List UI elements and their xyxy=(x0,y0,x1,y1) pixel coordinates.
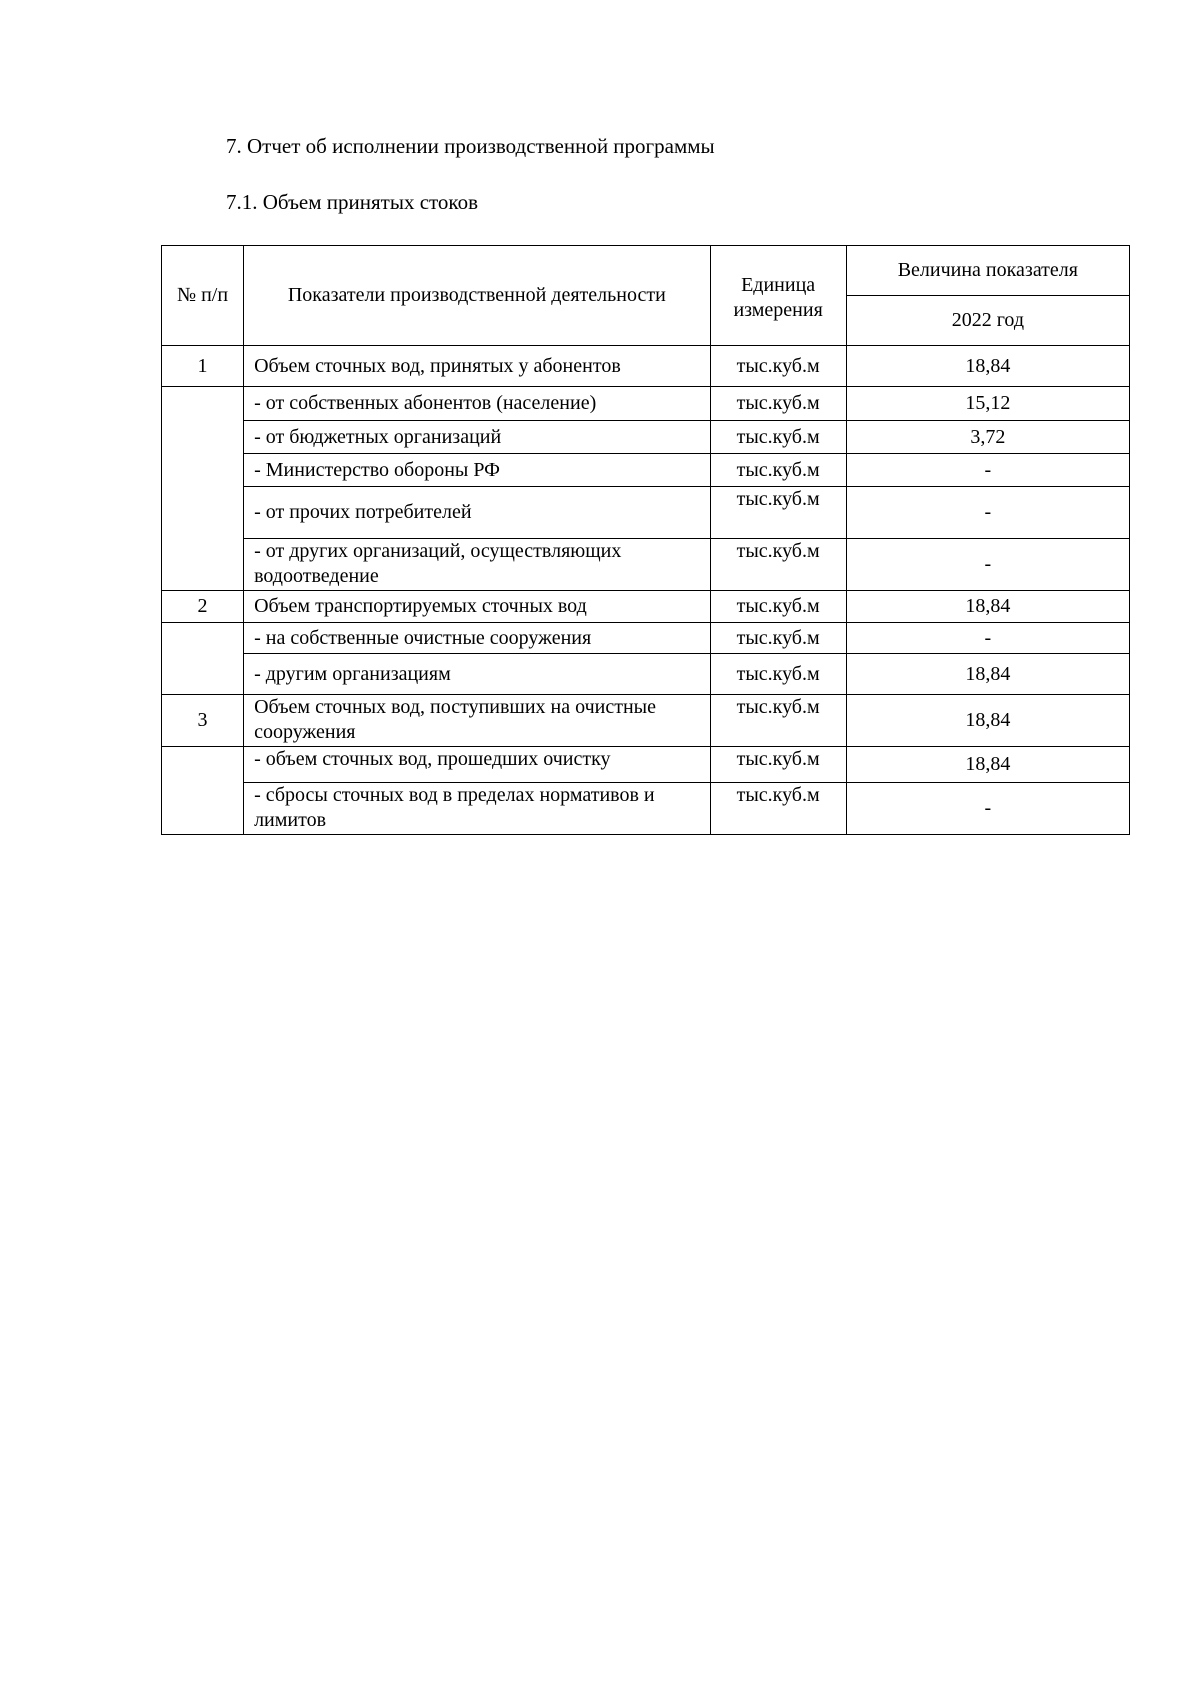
row-number: 3 xyxy=(162,695,244,747)
table-header-row xyxy=(162,246,1130,296)
row-unit: тыс.куб.м xyxy=(710,654,846,695)
row-unit: тыс.куб.м xyxy=(710,783,846,835)
table-row xyxy=(162,454,1130,487)
row-value: - xyxy=(846,623,1129,654)
table-row xyxy=(162,539,1130,591)
row-unit: тыс.куб.м xyxy=(710,454,846,487)
subsection-heading: 7.1. Объем принятых стоков xyxy=(226,190,478,214)
row-unit: тыс.куб.м xyxy=(710,387,846,421)
row-value: 15,12 xyxy=(846,387,1129,421)
row-value: 18,84 xyxy=(846,695,1129,747)
header-year: 2022 год xyxy=(846,296,1129,346)
table-row xyxy=(162,591,1130,623)
table-row xyxy=(162,487,1130,539)
table-row xyxy=(162,623,1130,654)
row-number xyxy=(162,747,244,835)
row-indicator: - от других организаций, осуществляющих водоотведение xyxy=(244,539,710,591)
row-indicator: Объем сточных вод, принятых у абонентов xyxy=(244,346,710,387)
row-indicator: - Министерство обороны РФ xyxy=(244,454,710,487)
row-value: 18,84 xyxy=(846,654,1129,695)
row-indicator: Объем сточных вод, поступивших на очистные сооружения xyxy=(244,695,710,747)
row-indicator: - объем сточных вод, прошедших очистку xyxy=(244,747,710,783)
row-value: - xyxy=(846,487,1129,539)
indicators-table xyxy=(161,245,1130,835)
row-unit: тыс.куб.м xyxy=(710,591,846,623)
table-row xyxy=(162,654,1130,695)
row-unit: тыс.куб.м xyxy=(710,695,846,747)
row-unit: тыс.куб.м xyxy=(710,623,846,654)
row-indicator: - на собственные очистные сооружения xyxy=(244,623,710,654)
row-indicator: Объем транспортируемых сточных вод xyxy=(244,591,710,623)
row-unit: тыс.куб.м xyxy=(710,421,846,454)
section-heading: 7. Отчет об исполнении производственной программы xyxy=(226,134,715,158)
row-value: 18,84 xyxy=(846,747,1129,783)
row-value: 18,84 xyxy=(846,346,1129,387)
row-indicator: - другим организациям xyxy=(244,654,710,695)
row-value: - xyxy=(846,783,1129,835)
table-row xyxy=(162,747,1130,783)
row-value: 18,84 xyxy=(846,591,1129,623)
row-number xyxy=(162,387,244,591)
row-number: 2 xyxy=(162,591,244,623)
row-indicator: - от прочих потребителей xyxy=(244,487,710,539)
row-indicator: - от бюджетных организаций xyxy=(244,421,710,454)
row-unit: тыс.куб.м xyxy=(710,346,846,387)
table-row xyxy=(162,783,1130,835)
row-value: 3,72 xyxy=(846,421,1129,454)
table-row xyxy=(162,695,1130,747)
row-number: 1 xyxy=(162,346,244,387)
table-row xyxy=(162,387,1130,421)
table-row xyxy=(162,346,1130,387)
row-unit: тыс.куб.м xyxy=(710,487,846,539)
row-unit: тыс.куб.м xyxy=(710,747,846,783)
row-indicator: - сбросы сточных вод в пределах нормативов и лимитов xyxy=(244,783,710,835)
row-unit: тыс.куб.м xyxy=(710,539,846,591)
header-indicator: Показатели производственной деятельности xyxy=(244,246,710,346)
header-unit: Единица измерения xyxy=(710,246,846,346)
header-value-group: Величина показателя xyxy=(846,246,1129,296)
row-number xyxy=(162,623,244,695)
row-indicator: - от собственных абонентов (население) xyxy=(244,387,710,421)
row-value: - xyxy=(846,539,1129,591)
header-number: № п/п xyxy=(162,246,244,346)
row-value: - xyxy=(846,454,1129,487)
table-row xyxy=(162,421,1130,454)
